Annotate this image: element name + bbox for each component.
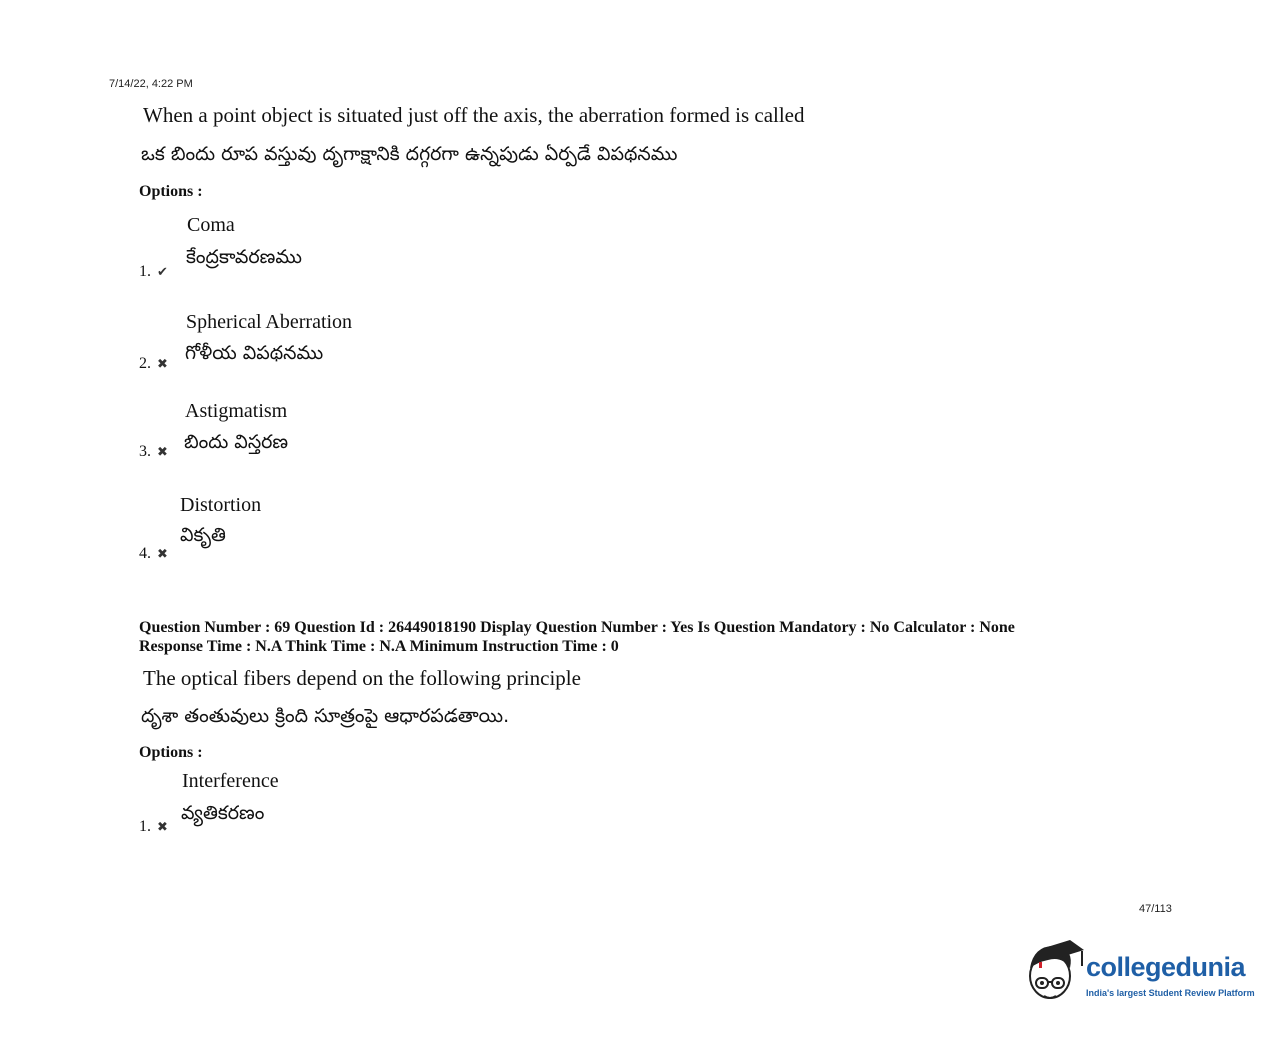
mascot-icon [1024, 938, 1086, 1010]
question-text-te: దృశా తంతువులు క్రింది సూత్రంపై ఆధారపడతాయి. [141, 705, 510, 727]
logo-tagline: India's largest Student Review Platform [1086, 988, 1255, 998]
option-number: 1. ✔ [139, 263, 168, 280]
logo-name: collegedunia [1086, 952, 1246, 982]
options-label: Options : [139, 183, 203, 200]
question-text-te: ఒక బిందు రూప వస్తువు దృగాక్షానికి దగ్గరగా ఉన్నపుడు ఏర్పడే విపథనము [141, 143, 678, 165]
question-meta-line2: Response Time : N.A Think Time : N.A Minimum Instruction Time : 0 [139, 638, 619, 655]
question-text-en: When a point object is situated just off the axis, the aberration formed is called [143, 103, 805, 127]
option-text-en: Interference [182, 770, 279, 792]
option-text-te: బిందు విస్తరణ [184, 431, 289, 453]
option-text-te: వికృతి [180, 524, 226, 546]
cross-icon: ✖ [157, 547, 168, 562]
print-timestamp: 7/14/22, 4:22 PM [109, 78, 193, 90]
cross-icon: ✖ [157, 820, 168, 835]
option-text-te: కేంద్రకావరణము [186, 246, 302, 268]
option-text-en: Distortion [180, 494, 262, 516]
option-text-en: Astigmatism [185, 400, 288, 422]
option-number: 2. ✖ [139, 355, 168, 372]
option-text-en: Spherical Aberration [186, 311, 353, 333]
option-number: 3. ✖ [139, 443, 168, 460]
collegedunia-logo [1024, 938, 1254, 1010]
option-number: 1. ✖ [139, 818, 168, 835]
option-text-en: Coma [187, 214, 235, 236]
cross-icon: ✖ [157, 445, 168, 460]
options-label: Options : [139, 744, 203, 761]
option-number: 4. ✖ [139, 545, 168, 562]
page-number: 47/113 [1139, 903, 1172, 915]
question-text-en: The optical fibers depend on the following principle [143, 666, 581, 690]
option-text-te: గోళీయ విపథనము [185, 342, 324, 364]
question-meta-line1: Question Number : 69 Question Id : 26449018190 Display Question Number : Yes Is Question Mandatory : No Calculator : None [139, 619, 1015, 636]
check-icon: ✔ [157, 265, 168, 280]
option-text-te: వ్యతికరణం [181, 802, 265, 824]
cross-icon: ✖ [157, 357, 168, 372]
